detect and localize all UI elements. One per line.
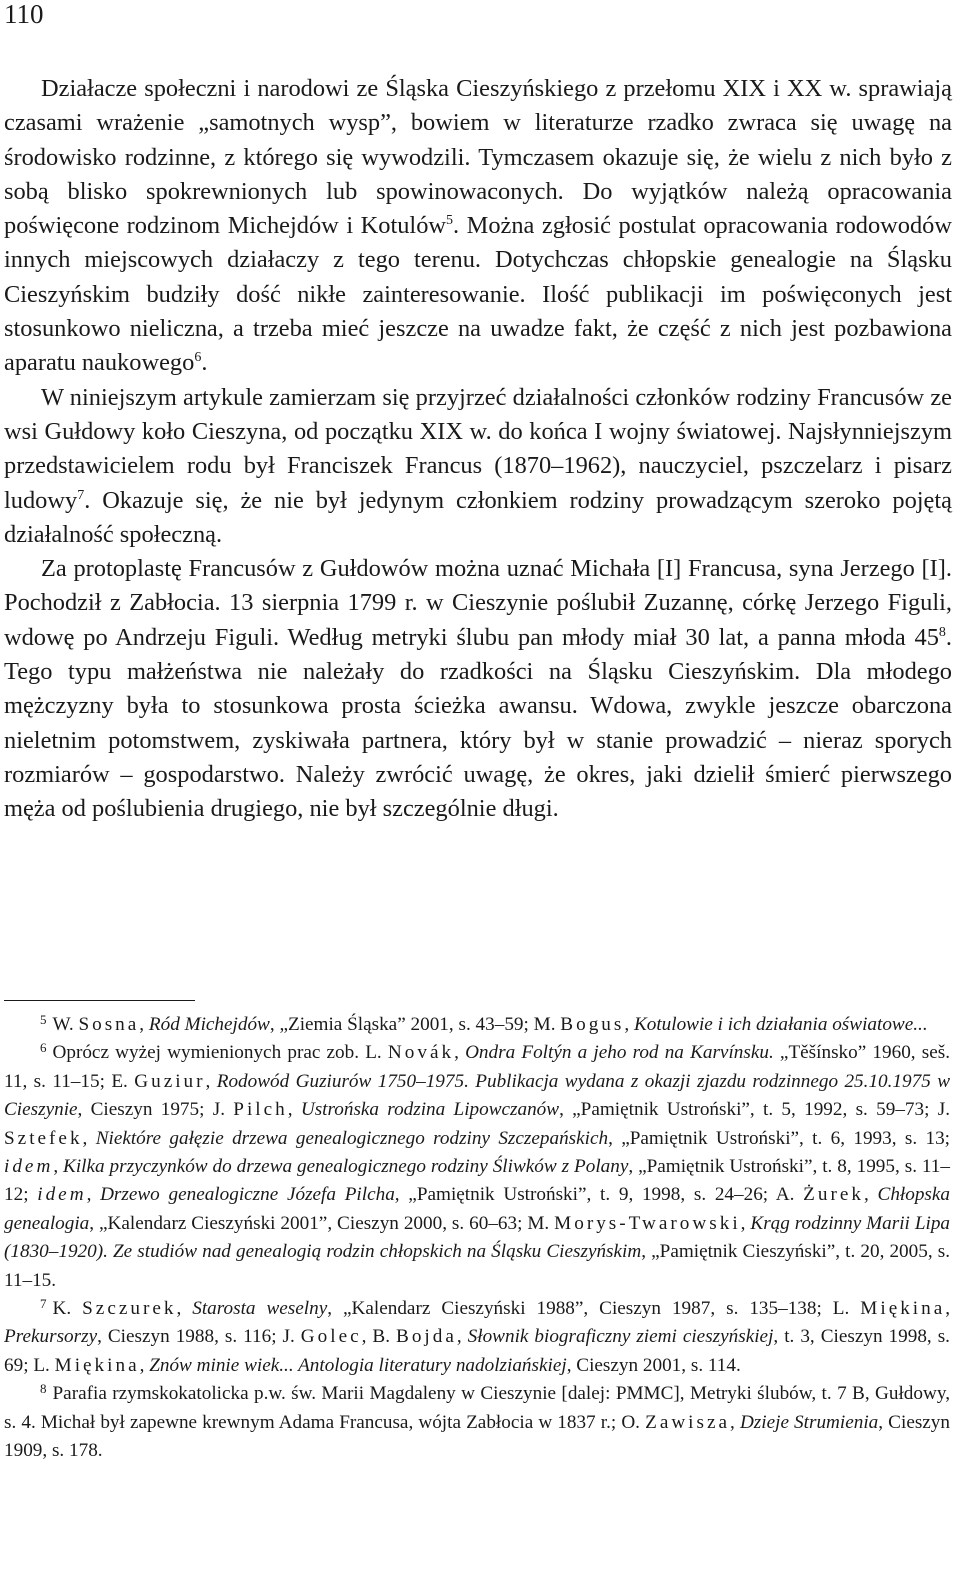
footnote-number: 7 xyxy=(40,1296,47,1312)
paragraph-2: W niniejszym artykule zamierzam się przyjrzeć działalności członków rodziny Francusów ze wsi Gułdowy koło Cieszyna, od początku XIX w. do końca I wojny światowej. Najsłynniejszym przedstawicielem rodu był Franciszek Francus (1870–1962), nauczyciel, pszczelarz i pisarz ludowy$^7$. Okazuje się, że nie był jedynym członkiem rodziny prowadzącym szeroko pojętą działalność społeczną. xyxy=(4,383,952,548)
page-number: 110 xyxy=(4,0,44,29)
footnote-separator xyxy=(4,1000,195,1001)
footnote-ref-5[interactable]: 5 xyxy=(446,213,454,229)
footnote-number: 6 xyxy=(40,1040,47,1056)
footnote-7: $^7$ K. Szczurek, Starosta weselny, „Kalendarz Cieszyński 1988”, Cieszyn 1987, s. 135–138; L. Miękina, Prekursorzy, Cieszyn 1988, s. 116; J. Golec, B. Bojda, Słownik biograficzny ziemi cieszyńskiej, t. 3, Cieszyn 1998, s. 69; L. Miękina, Znów minie wiek... Antologia literatury nadolziańskiej, Cieszyn 2001, s. 114. xyxy=(4,1296,951,1376)
paragraph-3: Za protoplastę Francusów z Gułdowów można uznać Michała [I] Francusa, syna Jerzego [I]. Pochodził z Zabłocia. 13 sierpnia 1799 r. w Cieszynie poślubił Zuzannę, córkę Jerzego Figuli, wdowę po Andrzeju Figuli. Według metryki ślubu pan młody miał 30 lat, a panna młoda $45^8$. Tego typu małżeństwa nie należały do rzadkości na Śląsku Cieszyńskim. Dla młodego mężczyzny była to stosunkowa prosta ścieżka awansu. Wdowa, zwykle jeszcze obarczona nieletnim potomstwem, zyskiwała partnera, który był w stanie prowadzić – nieraz sporych rozmiarów – gospodarstwo. Należy zwrócić uwagę, że okres, jaki dzielił śmierć pierwszego męża od poślubienia drugiego, nie był szczególnie długi. xyxy=(4,555,952,823)
footnote-8: $^8$ Parafia rzymskokatolicka p.w. św. Marii Magdaleny w Cieszynie [dalej: PMMC], Metryki ślubów, t. 7 B, Gułdowy, s. 4. Michał był zapewne krewnym Adama Francusa, wójta Zabłocia w 1837 r.; O. Zawisza, Dzieje Strumienia, Cieszyn 1909, s. 178. xyxy=(4,1381,950,1462)
footnote-ref-7[interactable]: 7 xyxy=(77,487,85,503)
footnote-5: $^5$ W. Sosna, Ród Michejdów, „Ziemia Śląska” 2001, s. 43–59; M. Bogus, Kotulowie i ich działania oświatowe... xyxy=(40,1012,928,1035)
footnote-number: 8 xyxy=(40,1381,47,1397)
footnote-number: 5 xyxy=(40,1012,47,1027)
paragraph-1: Działacze społeczni i narodowi ze Śląska Cieszyńskiego z przełomu XIX i XX w. sprawiają czasami wrażenie „samotnych wysp”, bowiem w literaturze rzadko zwraca się uwagę na środowisko rodzinne, z którego się wywodzili. Tymczasem okazuje się, że wielu z nich było z sobą blisko spokrewnionych lub spowinowaconych. Do wyjątków należą opracowania poświęcone rodzinom Michejdów i Kotulów$^5$. Można zgłosić postulat opracowania rodowodów innych miejscowych działaczy z tego terenu. Dotychczas chłopskie genealogie na Śląsku Cieszyńskim budziły dość nikłe zainteresowanie. Ilość publikacji im poświęconych jest stosunkowo nieliczna, a trzeba mieć jeszcze na uwadze fakt, że część z nich jest pozbawiona aparatu naukowego$^6$. xyxy=(4,75,952,377)
footnote-ref-8[interactable]: 8 xyxy=(938,624,946,640)
footnote-6: $^6$ Oprócz wyżej wymienionych prac zob. L. Novák, Ondra Foltýn a jeho rod na Karvínsku. „Těšínsko” 1960, seš. 11, s. 11–15; E. Guziur, Rodowód Guziurów 1750–1975. Publikacja wydana z okazji zjazdu rodzinnego 25.10.1975 w Cieszynie, Cieszyn 1975; J. Pilch, Ustrońska rodzina Lipowczanów, „Pamiętnik Ustroński”, t. 5, 1992, s. 59–73; J. Sztefek, Niektóre gałęzie drzewa genealogicznego rodziny Szczepańskich, „Pamiętnik Ustroński”, t. 6, 1993, s. 13; idem, Kilka przyczynków do drzewa genealogicznego rodziny Śliwków z Polany, „Pamiętnik Ustroński”, t. 8, 1995, s. 11–12; idem, Drzewo genealogiczne Józefa Pilcha, „Pamiętnik Ustroński”, t. 9, 1998, s. 24–26; A. Żurek, Chłopska genealogia, „Kalendarz Cieszyński 2001”, Cieszyn 2000, s. 60–63; M. Morys-Twarowski, Krąg rodzinny Marii Lipa (1830–1920). Ze studiów nad genealogią rodzin chłopskich na Śląsku Cieszyńskim, „Pamiętnik Cieszyński”, t. 20, 2005, s. 11–15. xyxy=(4,1040,951,1291)
footnotes xyxy=(4,1011,950,1466)
footnote-ref-6[interactable]: 6 xyxy=(194,350,202,366)
main-text xyxy=(4,72,952,827)
